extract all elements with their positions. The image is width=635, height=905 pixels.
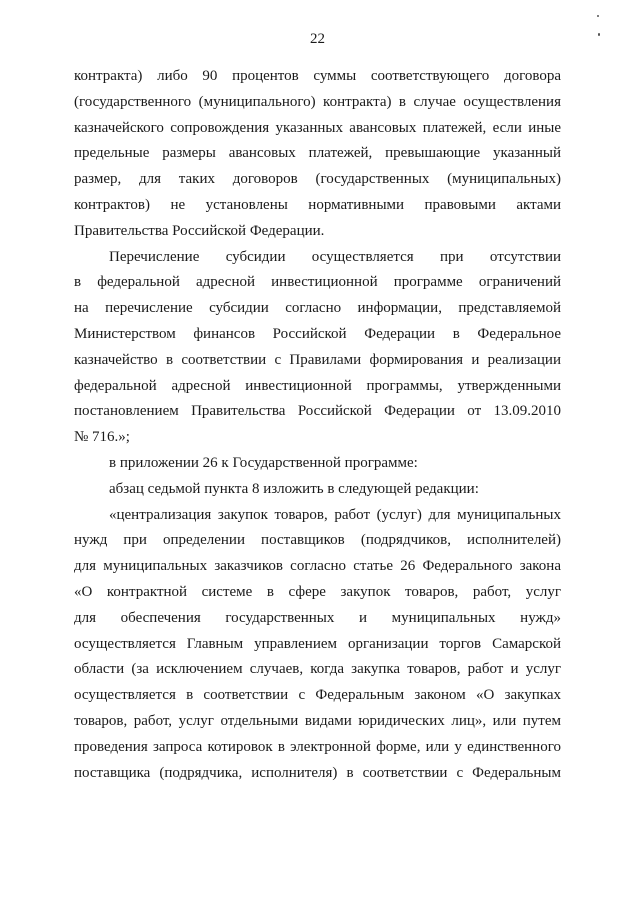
document-body	[74, 64, 561, 786]
text-line: «централизация закупок товаров, работ (услуг) для муниципальных	[109, 506, 561, 523]
text-line: контракта) либо 90 процентов суммы соответствующего договора	[74, 68, 561, 84]
text-line: предельные размеры авансовых платежей, превышающие указанный	[74, 145, 561, 162]
page-number: 22	[310, 31, 325, 47]
scan-dot	[598, 33, 600, 36]
text-line: на перечисление субсидии согласно информации, представляемой	[74, 300, 561, 317]
paragraph	[74, 503, 561, 787]
text-line: Правительства Российской Федерации.	[74, 222, 325, 239]
paragraph	[74, 451, 561, 477]
text-line: № 716.»;	[74, 429, 130, 446]
text-line: казначейство в соответствии с Правилами формирования и реализации	[74, 351, 561, 368]
text-line: осуществляется Главным управлением организации торгов Самарской	[74, 635, 561, 652]
text-line: Перечисление субсидии осуществляется при отсутствии	[109, 248, 561, 265]
text-line: (государственного (муниципального) контракта) в случае осуществления	[74, 93, 561, 110]
text-line: для обеспечения государственных и муниципальных нужд»	[74, 609, 561, 626]
text-line: области (за исключением случаев, когда закупка товаров, работ и услуг	[74, 661, 561, 678]
text-line: казначейского сопровождения указанных авансовых платежей, если иные	[74, 119, 561, 136]
text-line: осуществляется в соответствии с Федеральным законом «О закупках	[74, 687, 561, 704]
paragraph	[74, 245, 561, 451]
text-line: проведения запроса котировок в электронной форме, или у единственного	[74, 738, 561, 755]
text-line: федеральной адресной инвестиционной программы, утвержденными	[74, 377, 561, 394]
text-line: товаров, работ, услуг отдельными видами юридических лиц», или путем	[74, 712, 561, 729]
paragraph	[74, 64, 561, 245]
text-line: для муниципальных заказчиков согласно статье 26 Федерального закона	[74, 558, 561, 575]
text-line: размер, для таких договоров (государственных (муниципальных)	[74, 171, 561, 188]
text-line: в приложении 26 к Государственной программе:	[109, 454, 418, 471]
paragraph	[74, 477, 561, 503]
text-line: в федеральной адресной инвестиционной программе ограничений	[74, 274, 561, 291]
text-line: нужд при определении поставщиков (подрядчиков, исполнителей)	[74, 532, 561, 549]
text-line: «О контрактной системе в сфере закупок товаров, работ, услуг	[74, 583, 561, 600]
text-line: контрактов) не установлены нормативными правовыми актами	[74, 196, 561, 213]
text-line: абзац седьмой пункта 8 изложить в следующей редакции:	[109, 480, 479, 497]
text-line: постановлением Правительства Российской Федерации от 13.09.2010	[74, 403, 561, 420]
text-line: Министерством финансов Российской Федерации в Федеральное	[74, 325, 561, 342]
scan-dot	[597, 15, 599, 17]
text-line: поставщика (подрядчика, исполнителя) в соответствии с Федеральным	[74, 764, 561, 781]
